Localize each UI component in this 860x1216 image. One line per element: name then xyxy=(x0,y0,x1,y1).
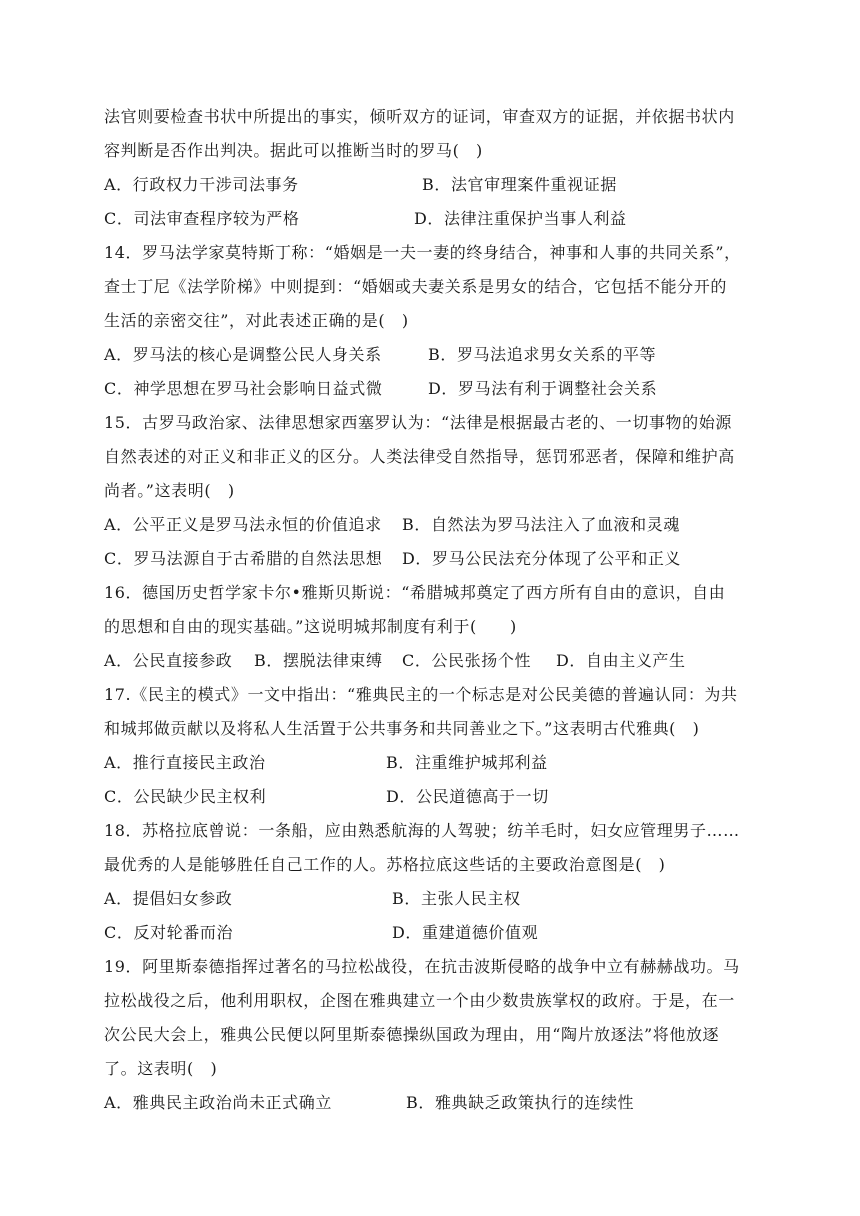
q19-option-a: A．雅典民主政治尚未正式确立 xyxy=(104,1093,332,1112)
q14-option-c: C．神学思想在罗马社会影响日益式微 xyxy=(104,379,383,398)
q17-option-b: B．注重维护城邦利益 xyxy=(386,753,548,772)
exam-page xyxy=(104,100,764,1120)
q15-option-b: B．自然法为罗马法注入了血液和灵魂 xyxy=(402,515,680,534)
q17-option-a: A．推行直接民主政治 xyxy=(104,753,266,772)
q13-option-b: B．法官审理案件重视证据 xyxy=(422,175,617,194)
q18-option-c: C．反对轮番而治 xyxy=(104,923,234,942)
q19-option-b: B．雅典缺乏政策执行的连续性 xyxy=(406,1093,635,1112)
q19-options-row-1 xyxy=(104,1086,764,1120)
q17-option-c: C．公民缺少民主权利 xyxy=(104,787,267,806)
q16-stem-line-2: 的思想和自由的现实基础。”这说明城邦制度有利于( ) xyxy=(104,617,517,636)
q13-option-a: A．行政权力干涉司法事务 xyxy=(104,175,299,194)
q15-stem-line-1: 15．古罗马政治家、法律思想家西塞罗认为：“法律是根据最古老的、一切事物的始源 xyxy=(104,413,732,432)
q13-option-c: C．司法审查程序较为严格 xyxy=(104,209,300,228)
q14-options-row-2 xyxy=(104,372,764,406)
q17-options-row-2 xyxy=(104,780,764,814)
q18-stem-line-1: 18．苏格拉底曾说：一条船，应由熟悉航海的人驾驶；纺羊毛时，妇女应管理男子…… xyxy=(104,821,740,840)
q18-option-d: D．重建道德价值观 xyxy=(392,923,539,942)
q17-option-d: D．公民道德高于一切 xyxy=(386,787,549,806)
q16-option-c: C．公民张扬个性 xyxy=(402,651,532,670)
q14-stem-line-3: 生活的亲密交往”，对此表述正确的是( ) xyxy=(104,311,409,330)
q19-stem-line-1: 19．阿里斯泰德指挥过著名的马拉松战役，在抗击波斯侵略的战争中立有赫赫战功。马 xyxy=(104,957,740,976)
q18-stem-line-2: 最优秀的人是能够胜任自己工作的人。苏格拉底这些话的主要政治意图是( ) xyxy=(104,855,666,874)
q14-option-b: B．罗马法追求男女关系的平等 xyxy=(428,345,657,364)
q18-option-b: B．主张人民主权 xyxy=(392,889,521,908)
q14-stem-line-2: 查士丁尼《法学阶梯》中则提到：“婚姻或夫妻关系是男女的结合，它包括不能分开的 xyxy=(104,277,727,296)
q19-stem-line-2: 拉松战役之后，他利用职权，企图在雅典建立一个由少数贵族掌权的政府。于是，在一 xyxy=(104,991,735,1010)
q13-stem-line-2: 容判断是否作出判决。据此可以推断当时的罗马( ) xyxy=(104,141,483,160)
q16-stem-line-1: 16．德国历史哲学家卡尔•雅斯贝斯说：“希腊城邦奠定了西方所有自由的意识，自由 xyxy=(104,583,726,602)
q15-options-row-1 xyxy=(104,508,764,542)
q15-option-a: A．公平正义是罗马法永恒的价值追求 xyxy=(104,515,382,534)
q16-option-b: B．摆脱法律束缚 xyxy=(254,651,383,670)
q18-options-row-2 xyxy=(104,916,764,950)
q14-options-row-1 xyxy=(104,338,764,372)
q15-stem-line-3: 尚者。”这表明( ) xyxy=(104,481,235,500)
q17-stem-line-2: 和城邦做贡献以及将私人生活置于公共事务和共同善业之下。”这表明古代雅典( ) xyxy=(104,719,700,738)
q13-options-row-2 xyxy=(104,202,764,236)
q17-options-row-1 xyxy=(104,746,764,780)
q19-stem-line-3: 次公民大会上，雅典公民便以阿里斯泰德操纵国政为理由，用“陶片放逐法”将他放逐 xyxy=(104,1025,720,1044)
q14-option-a: A．罗马法的核心是调整公民人身关系 xyxy=(104,345,382,364)
q19-stem-line-4: 了。这表明( ) xyxy=(104,1059,218,1078)
q16-option-a: A．公民直接参政 xyxy=(104,651,233,670)
q14-option-d: D．罗马法有利于调整社会关系 xyxy=(428,379,658,398)
q13-stem-line-1: 法官则要检查书状中所提出的事实，倾听双方的证词，审查双方的证据，并依据书状内 xyxy=(104,107,735,126)
q17-stem-line-1: 17.《民主的模式》一文中指出：“雅典民主的一个标志是对公民美德的普遍认同：为共 xyxy=(104,685,738,704)
q16-options-row xyxy=(104,644,764,678)
q15-stem-line-2: 自然表述的对正义和非正义的区分。人类法律受自然指导，惩罚邪恶者，保障和维护高 xyxy=(104,447,735,466)
q14-stem-line-1: 14．罗马法学家莫特斯丁称：“婚姻是一夫一妻的终身结合，神事和人事的共同关系”， xyxy=(104,243,741,262)
q13-option-d: D．法律注重保护当事人利益 xyxy=(414,209,627,228)
q15-option-c: C．罗马法源自于古希腊的自然法思想 xyxy=(104,549,383,568)
q18-option-a: A．提倡妇女参政 xyxy=(104,889,233,908)
q15-options-row-2 xyxy=(104,542,764,576)
q16-option-d: D．自由主义产生 xyxy=(556,651,686,670)
q15-option-d: D．罗马公民法充分体现了公平和正义 xyxy=(402,549,682,568)
q13-options-row-1 xyxy=(104,168,764,202)
q18-options-row-1 xyxy=(104,882,764,916)
